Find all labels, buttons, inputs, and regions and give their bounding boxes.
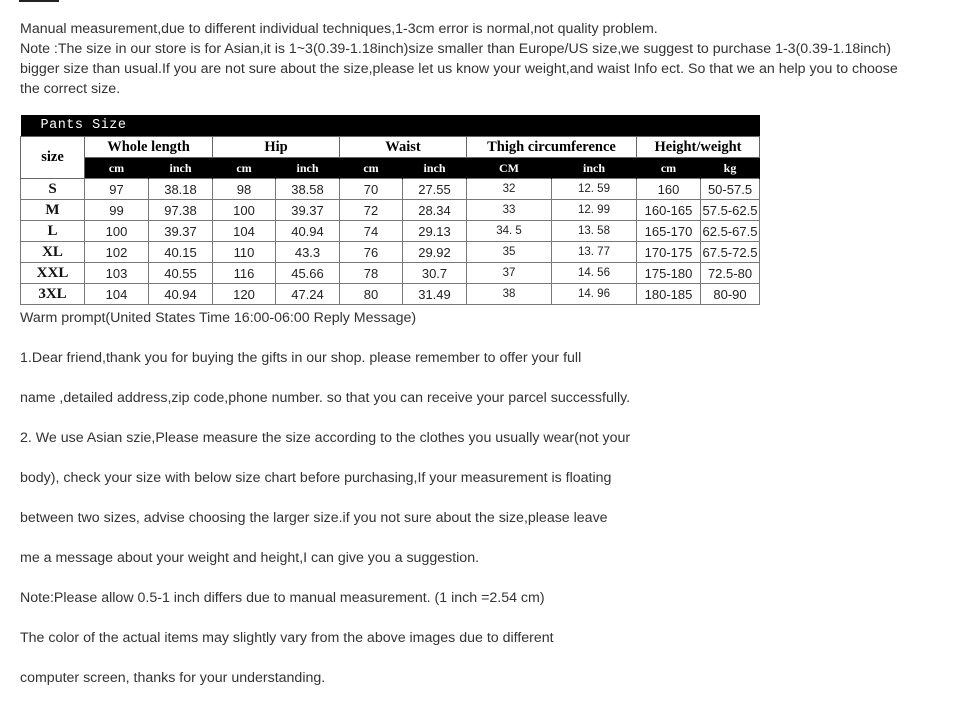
table-cell: 175-180 (637, 263, 701, 284)
unit-header: cm (340, 158, 403, 179)
table-cell: 29.92 (403, 242, 467, 263)
table-cell: 39.37 (149, 221, 213, 242)
table-cell: 40.15 (149, 242, 213, 263)
table-cell: 72.5-80 (701, 263, 760, 284)
table-cell: 12. 99 (552, 200, 637, 221)
unit-header-row (21, 158, 760, 179)
unit-header: inch (552, 158, 637, 179)
pants-size-table (20, 115, 760, 305)
table-cell: 103 (85, 263, 149, 284)
table-cell: 72 (340, 200, 403, 221)
table-title-row (21, 115, 760, 137)
table-cell: 100 (85, 221, 149, 242)
table-cell: 160-165 (637, 200, 701, 221)
intro-line: Manual measurement,due to different individual techniques,1-3cm error is normal,not quality problem. (20, 21, 658, 37)
table-cell: 180-185 (637, 284, 701, 305)
table-cell: 110 (213, 242, 276, 263)
table-cell: 35 (467, 242, 552, 263)
note-line: me a message about your weight and height,I can give you a suggestion. (20, 550, 480, 566)
table-cell: 27.55 (403, 179, 467, 200)
table-cell: 100 (213, 200, 276, 221)
table-cell: 33 (467, 200, 552, 221)
table-cell: 39.37 (276, 200, 340, 221)
table-cell: 40.94 (276, 221, 340, 242)
table-cell: 120 (213, 284, 276, 305)
table-cell: 165-170 (637, 221, 701, 242)
size-label: XL (21, 242, 85, 263)
table-cell: 12. 59 (552, 179, 637, 200)
table-row (21, 200, 760, 221)
table-row (21, 242, 760, 263)
table-cell: 170-175 (637, 242, 701, 263)
table-cell: 37 (467, 263, 552, 284)
table-cell: 14. 96 (552, 284, 637, 305)
intro-line: Note :The size in our store is for Asian,it is 1~3(0.39-1.18inch)size smaller than Europe/US size,we suggest to purchase 1-3(0.39-1.18inch) (20, 41, 891, 57)
table-cell: 76 (340, 242, 403, 263)
table-cell: 28.34 (403, 200, 467, 221)
size-column-header: size (21, 137, 85, 179)
table-cell: 38 (467, 284, 552, 305)
unit-header: cm (213, 158, 276, 179)
group-header: Whole length (85, 137, 213, 158)
table-cell: 97 (85, 179, 149, 200)
table-cell: 70 (340, 179, 403, 200)
table-cell: 38.18 (149, 179, 213, 200)
note-line: name ,detailed address,zip code,phone number. so that you can receive your parcel successfully. (20, 390, 631, 406)
unit-header: CM (467, 158, 552, 179)
size-label: S (21, 179, 85, 200)
table-cell: 57.5-62.5 (701, 200, 760, 221)
table-cell: 99 (85, 200, 149, 221)
table-cell: 50-57.5 (701, 179, 760, 200)
table-cell: 40.94 (149, 284, 213, 305)
size-label: XXL (21, 263, 85, 284)
table-cell: 38.58 (276, 179, 340, 200)
intro-line: bigger size than usual.If you are not sure about the size,please let us know your weight,and waist Info ect. So that we an help you to choose (20, 61, 898, 77)
unit-header: cm (637, 158, 701, 179)
table-cell: 104 (85, 284, 149, 305)
group-header: Waist (340, 137, 467, 158)
note-line: between two sizes, advise choosing the larger size.if you not sure about the size,please leave (20, 510, 608, 526)
note-line: body), check your size with below size chart before purchasing,If your measurement is floating (20, 470, 612, 486)
table-cell: 43.3 (276, 242, 340, 263)
table-cell: 80-90 (701, 284, 760, 305)
table-cell: 74 (340, 221, 403, 242)
intro-text (20, 19, 955, 99)
table-cell: 78 (340, 263, 403, 284)
table-row (21, 221, 760, 242)
table-cell: 104 (213, 221, 276, 242)
table-cell: 31.49 (403, 284, 467, 305)
table-cell: 32 (467, 179, 552, 200)
size-label: L (21, 221, 85, 242)
warm-prompt: Warm prompt(United States Time 16:00-06:00 Reply Message) (20, 310, 417, 326)
note-line: The color of the actual items may slightly vary from the above images due to different (20, 630, 554, 646)
table-cell: 98 (213, 179, 276, 200)
table-row (21, 179, 760, 200)
table-cell: 34. 5 (467, 221, 552, 242)
table-cell: 14. 56 (552, 263, 637, 284)
table-cell: 30.7 (403, 263, 467, 284)
table-cell: 102 (85, 242, 149, 263)
table-cell: 62.5-67.5 (701, 221, 760, 242)
unit-header: cm (85, 158, 149, 179)
unit-header: inch (403, 158, 467, 179)
unit-header: kg (701, 158, 760, 179)
table-row (21, 263, 760, 284)
table-cell: 160 (637, 179, 701, 200)
group-header: Thigh circumference (467, 137, 637, 158)
group-header-row (21, 137, 760, 158)
table-cell: 13. 58 (552, 221, 637, 242)
note-line: computer screen, thanks for your understanding. (20, 670, 326, 686)
table-cell: 80 (340, 284, 403, 305)
intro-line: the correct size. (20, 81, 121, 97)
table-cell: 29.13 (403, 221, 467, 242)
size-rows (21, 179, 760, 305)
table-title: Pants Size (21, 115, 760, 137)
table-cell: 97.38 (149, 200, 213, 221)
unit-header: inch (276, 158, 340, 179)
table-cell: 45.66 (276, 263, 340, 284)
note-line: 2. We use Asian szie,Please measure the size according to the clothes you usually wear(not your (20, 430, 631, 446)
group-header: Hip (213, 137, 340, 158)
table-cell: 67.5-72.5 (701, 242, 760, 263)
notes-section (20, 348, 630, 708)
group-header: Height/weight (637, 137, 760, 158)
size-label: 3XL (21, 284, 85, 305)
table-cell: 13. 77 (552, 242, 637, 263)
note-line: Note:Please allow 0.5-1 inch differs due to manual measurement. (1 inch =2.54 cm) (20, 590, 545, 606)
top-divider (19, 0, 59, 2)
note-line: 1.Dear friend,thank you for buying the gifts in our shop. please remember to offer your full (20, 350, 582, 366)
table-cell: 40.55 (149, 263, 213, 284)
size-label: M (21, 200, 85, 221)
table-cell: 47.24 (276, 284, 340, 305)
table-row (21, 284, 760, 305)
unit-header: inch (149, 158, 213, 179)
table-cell: 116 (213, 263, 276, 284)
